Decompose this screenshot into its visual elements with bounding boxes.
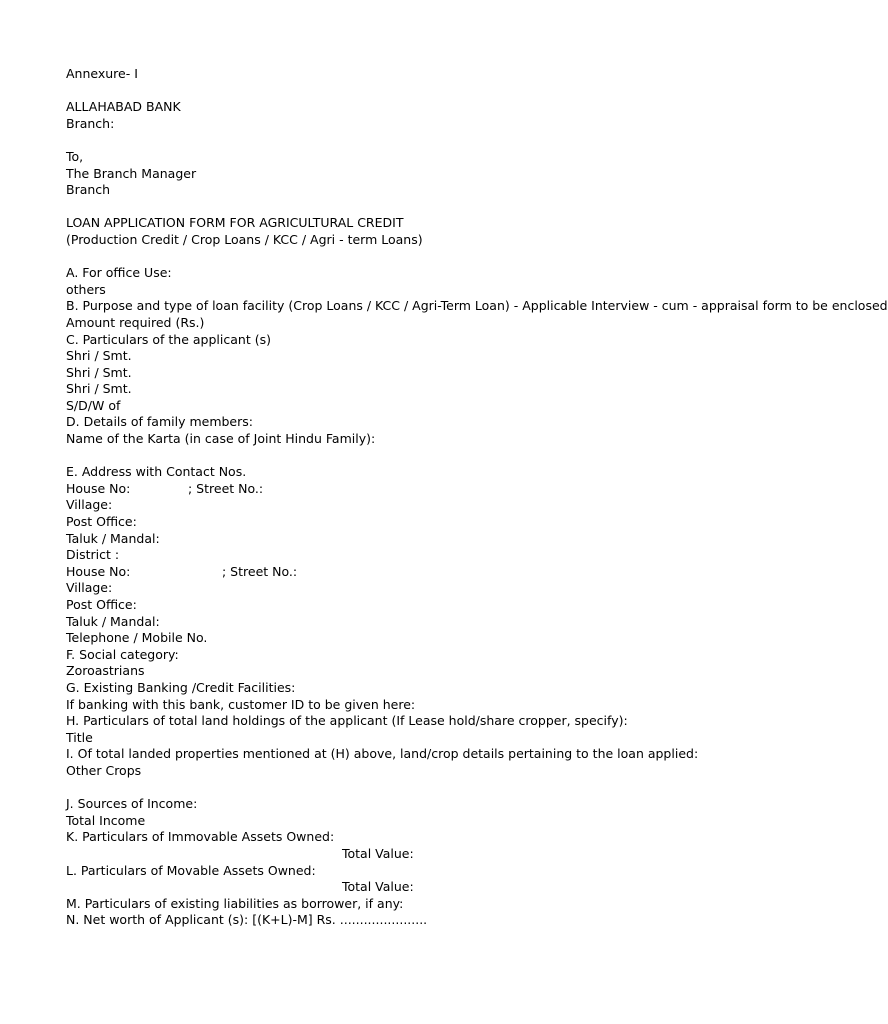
- section-i-other-crops: Other Crops: [66, 762, 142, 778]
- section-n-net-worth: N. Net worth of Applicant (s): [(K+L)-M] Rs. ......................: [66, 912, 428, 928]
- section-e-district: District :: [66, 547, 120, 563]
- bank-name: ALLAHABAD BANK: [66, 99, 181, 115]
- branch-label: Branch:: [66, 115, 115, 131]
- section-e-village-1: Village:: [66, 497, 113, 513]
- section-d-karta: Name of the Karta (in case of Joint Hindu Family):: [66, 431, 376, 447]
- section-k-immovable: K. Particulars of Immovable Assets Owned:: [66, 829, 335, 845]
- section-e-post-2: Post Office:: [66, 597, 137, 612]
- street-no-label: ; Street No.:: [222, 563, 298, 579]
- addressee-manager: The Branch Manager: [66, 165, 197, 181]
- section-h-land: H. Particulars of total land holdings of the applicant (If Lease hold/share cropper, specify):: [66, 713, 628, 729]
- section-l-movable: L. Particulars of Movable Assets Owned:: [66, 862, 316, 878]
- spacer: [66, 448, 768, 465]
- spacer: [66, 199, 768, 216]
- section-e-house-row-2: [66, 564, 768, 581]
- section-b-purpose: B. Purpose and type of loan facility (Crop Loans / KCC / Agri-Term Loan) - Applicable Interview - cum - appraisal form to be enclosed: [66, 298, 888, 314]
- section-g-customer-id: If banking with this bank, customer ID to be given here:: [66, 696, 416, 712]
- section-e-post-1: Post Office:: [66, 514, 137, 530]
- street-no-label: ; Street No.:: [188, 480, 264, 496]
- section-h-title: Title: [66, 729, 93, 745]
- section-e-taluk-1: Taluk / Mandal:: [66, 530, 160, 546]
- section-b-amount: Amount required (Rs.): [66, 314, 205, 330]
- section-k-total-value: Total Value:: [342, 845, 414, 861]
- section-a-office-use: A. For office Use:: [66, 265, 172, 281]
- section-e-telephone: Telephone / Mobile No.: [66, 630, 208, 646]
- section-c-sdw: S/D/W of: [66, 397, 121, 413]
- spacer: [66, 132, 768, 149]
- section-f-zoroastrians: Zoroastrians: [66, 663, 145, 679]
- section-i-landed: I. Of total landed properties mentioned at (H) above, land/crop details pertaining to the loan applied:: [66, 746, 699, 762]
- section-d-family: D. Details of family members:: [66, 414, 253, 430]
- section-g-existing: G. Existing Banking /Credit Facilities:: [66, 679, 296, 695]
- addressee-to: To,: [66, 148, 84, 164]
- section-e-address: E. Address with Contact Nos.: [66, 464, 247, 480]
- section-j-total: Total Income: [66, 812, 146, 828]
- section-c-shri-1: Shri / Smt.: [66, 348, 132, 364]
- section-e-taluk-2: Taluk / Mandal:: [66, 613, 160, 629]
- section-j-income: J. Sources of Income:: [66, 796, 198, 812]
- spacer: [66, 83, 768, 100]
- section-c-particulars: C. Particulars of the applicant (s): [66, 331, 271, 347]
- form-subtitle: (Production Credit / Crop Loans / KCC / Agri - term Loans): [66, 231, 423, 247]
- section-e-village-2: Village:: [66, 580, 113, 596]
- spacer: [66, 780, 768, 797]
- section-c-shri-2: Shri / Smt.: [66, 364, 132, 380]
- house-no-label: House No:: [66, 480, 131, 496]
- spacer: [66, 249, 768, 266]
- section-c-shri-3: Shri / Smt.: [66, 381, 132, 397]
- house-no-label: House No:: [66, 563, 131, 579]
- section-a-others: others: [66, 281, 106, 297]
- annexure-label: Annexure- I: [66, 66, 138, 81]
- addressee-branch: Branch: [66, 182, 111, 198]
- section-m-liabilities: M. Particulars of existing liabilities as borrower, if any:: [66, 895, 404, 911]
- section-f-social: F. Social category:: [66, 646, 179, 662]
- loan-application-document: [66, 66, 888, 929]
- form-title: LOAN APPLICATION FORM FOR AGRICULTURAL CREDIT: [66, 215, 404, 231]
- section-e-house-row-1: [66, 481, 768, 498]
- section-l-total-value: Total Value:: [342, 879, 414, 895]
